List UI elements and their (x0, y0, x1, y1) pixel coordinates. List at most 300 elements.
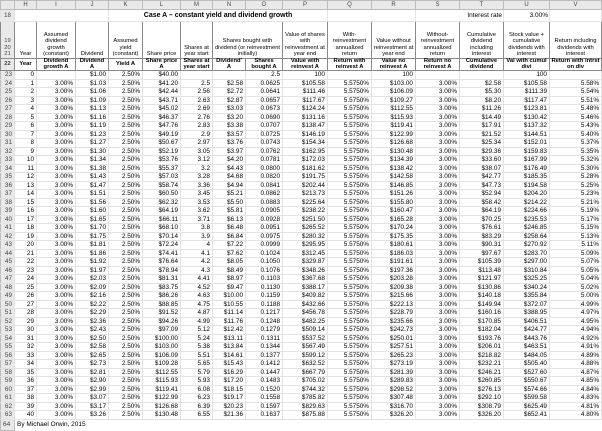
cell[interactable]: $115.93 (372, 113, 416, 122)
cell[interactable]: 5.5750% (328, 190, 372, 199)
cell[interactable]: 5.05% (550, 266, 602, 275)
row-number[interactable]: 18 (1, 10, 15, 22)
cell[interactable]: 0.1159 (246, 292, 283, 301)
cell[interactable]: $165.28 (372, 215, 416, 224)
cell[interactable]: 3.00% (37, 266, 76, 275)
cell[interactable]: $3.26 (76, 411, 109, 420)
cell[interactable]: 3.00% (37, 79, 76, 88)
cell[interactable]: 0.0762 (246, 147, 283, 156)
cell[interactable]: $52.19 (143, 147, 181, 156)
cell[interactable]: $424.77 (504, 326, 550, 335)
cell[interactable]: 0.1103 (246, 275, 283, 284)
cell[interactable]: $310.84 (504, 266, 550, 275)
cell[interactable]: 5.5750% (328, 317, 372, 326)
cell[interactable]: $49.19 (143, 130, 181, 139)
cell[interactable]: 4.81% (550, 402, 602, 411)
cell[interactable]: $574.66 (504, 385, 550, 394)
cell[interactable]: 5.5750% (328, 394, 372, 403)
cell[interactable]: 3.00% (37, 224, 76, 233)
cell[interactable]: 2.50% (109, 385, 143, 394)
cell[interactable]: 2.50% (109, 275, 143, 284)
cell[interactable]: 5.79 (181, 368, 213, 377)
cell[interactable]: $111.39 (504, 88, 550, 97)
cell[interactable]: 5.5750% (328, 147, 372, 156)
cell[interactable]: 4.87 (181, 309, 213, 318)
cell[interactable]: 3.00% (37, 326, 76, 335)
column-header[interactable]: Cumulative dividend including interest (460, 22, 504, 59)
cell[interactable]: 3.00% (416, 241, 460, 250)
cell[interactable]: 0.1217 (246, 309, 283, 318)
cell[interactable]: $258.64 (504, 232, 550, 241)
cell[interactable]: 2.50% (109, 173, 143, 182)
cell[interactable]: $652.41 (504, 411, 550, 420)
column-letter[interactable]: M (181, 1, 213, 10)
cell[interactable]: $329.87 (283, 258, 328, 267)
cell[interactable]: 4.63 (181, 292, 213, 301)
cell[interactable]: 5.5750% (328, 139, 372, 148)
cell[interactable] (328, 71, 372, 80)
cell[interactable]: 30 (15, 326, 37, 335)
cell[interactable]: 9 (15, 147, 37, 156)
cell[interactable]: $115.93 (143, 377, 181, 386)
cell[interactable]: 0.1279 (246, 326, 283, 335)
cell[interactable] (550, 71, 602, 80)
column-letter[interactable]: P (283, 1, 328, 10)
cell[interactable]: $14.49 (460, 113, 504, 122)
cell[interactable]: 3.00% (37, 368, 76, 377)
column-letter[interactable]: R (372, 1, 416, 10)
cell[interactable]: 3.00% (37, 139, 76, 148)
cell[interactable]: $109.28 (143, 360, 181, 369)
row-number[interactable]: 32 (1, 147, 15, 156)
cell[interactable]: $280.32 (283, 232, 328, 241)
column-letter[interactable]: N (213, 1, 246, 10)
cell[interactable]: 2.50% (109, 394, 143, 403)
column-letter[interactable]: H (15, 1, 37, 10)
cell[interactable]: $123.81 (504, 105, 550, 114)
cell[interactable]: $154.34 (283, 139, 328, 148)
cell[interactable]: 5.5750% (328, 402, 372, 411)
cell[interactable]: 5.5750% (328, 173, 372, 182)
cell[interactable]: $325.25 (504, 275, 550, 284)
cell[interactable]: $2.72 (213, 88, 246, 97)
cell[interactable]: 4.2 (181, 258, 213, 267)
cell[interactable]: 3.53 (181, 198, 213, 207)
cell[interactable]: 4.91% (550, 343, 602, 352)
cell[interactable]: 5.65 (181, 360, 213, 369)
cell[interactable]: $744.32 (283, 385, 328, 394)
cell[interactable]: 3.00% (37, 130, 76, 139)
cell[interactable]: $64.19 (460, 207, 504, 216)
cell[interactable]: 3.00% (416, 88, 460, 97)
cell[interactable]: 0.0862 (246, 190, 283, 199)
cell[interactable]: 5.5750% (328, 156, 372, 165)
cell[interactable]: 3.00% (416, 122, 460, 131)
cell[interactable]: 2.50% (109, 411, 143, 420)
cell[interactable]: $1.13 (76, 105, 109, 114)
cell[interactable] (181, 71, 213, 80)
row-number[interactable]: 43 (1, 241, 15, 250)
cell[interactable]: 4 (15, 105, 37, 114)
cell[interactable]: 3.00% (37, 249, 76, 258)
cell[interactable]: 0.1558 (246, 394, 283, 403)
cell[interactable]: 5.5750% (328, 258, 372, 267)
cell[interactable]: 3.9 (181, 232, 213, 241)
cell[interactable]: 5.5750% (328, 207, 372, 216)
cell[interactable]: 3.00% (37, 394, 76, 403)
cell[interactable]: $180.61 (372, 241, 416, 250)
column-header[interactable]: Value no reinvest A (372, 59, 416, 71)
row-number[interactable]: 47 (1, 275, 15, 284)
column-header[interactable]: Return no reinvest A (416, 59, 460, 71)
row-number[interactable]: 22 (1, 59, 15, 71)
cell[interactable]: 0.1412 (246, 360, 283, 369)
cell[interactable]: $1.34 (76, 156, 109, 165)
cell[interactable]: 0.1483 (246, 377, 283, 386)
cell[interactable]: $8.20 (460, 96, 504, 105)
cell[interactable]: 5.02% (550, 283, 602, 292)
cell[interactable]: 3.00% (416, 232, 460, 241)
cell[interactable]: 2.50% (109, 164, 143, 173)
cell[interactable]: 5.48% (550, 105, 602, 114)
cell[interactable]: $126.68 (143, 402, 181, 411)
cell[interactable]: $138.42 (372, 164, 416, 173)
cell[interactable]: 2.50% (109, 105, 143, 114)
cell[interactable]: $74.41 (143, 249, 181, 258)
cell[interactable]: $250.01 (372, 334, 416, 343)
cell[interactable]: 2.50% (109, 207, 143, 216)
cell[interactable]: 3.00% (37, 190, 76, 199)
cell[interactable]: $225.64 (283, 198, 328, 207)
cell[interactable] (37, 71, 76, 80)
cell[interactable]: 5.5750% (328, 385, 372, 394)
cell[interactable]: $289.83 (372, 377, 416, 386)
row-number[interactable]: 53 (1, 326, 15, 335)
cell[interactable]: $64.19 (143, 207, 181, 216)
cell[interactable]: 5.5750% (328, 411, 372, 420)
cell[interactable]: $21.36 (213, 411, 246, 420)
cell[interactable]: $15.43 (213, 360, 246, 369)
cell[interactable]: 5.58% (550, 79, 602, 88)
cell[interactable]: $2.03 (76, 275, 109, 284)
column-letter[interactable]: V (550, 1, 602, 10)
cell[interactable]: 2.50% (109, 147, 143, 156)
column-header[interactable]: Value without reinvestment at year end (372, 22, 416, 59)
cell[interactable]: $66.11 (143, 215, 181, 224)
cell[interactable]: 2.83 (181, 122, 213, 131)
cell[interactable]: 3.00% (37, 334, 76, 343)
cell[interactable]: $443.76 (504, 334, 550, 343)
cell[interactable]: 0.0781 (246, 156, 283, 165)
cell[interactable]: $1.86 (76, 249, 109, 258)
cell[interactable]: 5.37% (550, 139, 602, 148)
cell[interactable]: $130.48 (143, 411, 181, 420)
cell[interactable]: $235.53 (504, 215, 550, 224)
cell[interactable]: $348.26 (283, 266, 328, 275)
row-number[interactable]: 42 (1, 232, 15, 241)
cell[interactable]: 5.17% (550, 215, 602, 224)
cell[interactable]: 3.00% (37, 343, 76, 352)
cell[interactable]: 3.00% (416, 130, 460, 139)
cell[interactable]: 2.50% (109, 113, 143, 122)
cell[interactable]: 3.00% (416, 411, 460, 420)
column-letter[interactable]: U (504, 1, 550, 10)
cell[interactable]: $151.26 (372, 190, 416, 199)
cell[interactable]: 3.00% (37, 283, 76, 292)
cell[interactable]: 5.5750% (328, 130, 372, 139)
cell[interactable]: 3.00% (416, 360, 460, 369)
cell[interactable]: $197.36 (372, 266, 416, 275)
cell[interactable]: 3.00% (416, 164, 460, 173)
column-header[interactable]: With- reinvestment annualized return (328, 22, 372, 59)
cell[interactable]: $4.43 (213, 164, 246, 173)
cell[interactable]: $875.88 (283, 411, 328, 420)
cell[interactable]: 4.99% (550, 300, 602, 309)
cell[interactable]: 5.23% (550, 190, 602, 199)
cell[interactable]: 19 (15, 232, 37, 241)
cell[interactable]: 5.5750% (328, 241, 372, 250)
column-header[interactable]: Dividend A (76, 59, 109, 71)
cell[interactable]: 3.00% (416, 351, 460, 360)
cell[interactable]: 2.50% (109, 326, 143, 335)
cell[interactable]: 5.5750% (328, 232, 372, 241)
cell[interactable]: 2 (15, 88, 37, 97)
cell[interactable]: $105.58 (504, 79, 550, 88)
cell[interactable]: 0.1597 (246, 402, 283, 411)
cell[interactable]: 3.00% (416, 317, 460, 326)
cell[interactable]: 5.35% (550, 147, 602, 156)
cell[interactable]: 3.00% (416, 105, 460, 114)
cell[interactable]: 2.50% (109, 292, 143, 301)
cell[interactable]: 2.50% (109, 215, 143, 224)
cell[interactable]: 4.1 (181, 249, 213, 258)
cell[interactable]: 3.00% (416, 402, 460, 411)
cell[interactable]: $667.79 (283, 368, 328, 377)
cell[interactable]: 2.50% (109, 309, 143, 318)
cell[interactable]: $2.09 (76, 283, 109, 292)
row-number[interactable]: 64 (1, 419, 15, 430)
cell[interactable]: 2.69 (181, 105, 213, 114)
cell[interactable]: $367.68 (283, 275, 328, 284)
cell[interactable]: 3.8 (181, 224, 213, 233)
cell[interactable]: 36 (15, 377, 37, 386)
cell[interactable]: $388.17 (283, 283, 328, 292)
cell[interactable]: $3.17 (76, 402, 109, 411)
cell[interactable]: 2.50% (109, 88, 143, 97)
cell[interactable]: 24 (15, 275, 37, 284)
cell[interactable]: $6.84 (213, 232, 246, 241)
cell[interactable]: $276.13 (460, 385, 504, 394)
cell[interactable]: 5.24 (181, 334, 213, 343)
cell[interactable]: 3.00% (416, 309, 460, 318)
cell[interactable]: $228.79 (372, 309, 416, 318)
cell[interactable]: 5.54% (550, 88, 602, 97)
cell[interactable]: $215.66 (372, 292, 416, 301)
cell[interactable]: 17 (15, 215, 37, 224)
cell[interactable]: $175.35 (372, 232, 416, 241)
cell[interactable]: 3.00% (416, 326, 460, 335)
cell[interactable]: $194.58 (504, 181, 550, 190)
cell[interactable]: $1.65 (76, 215, 109, 224)
cell[interactable]: $3.57 (213, 130, 246, 139)
cell[interactable]: $140.18 (460, 292, 504, 301)
cell[interactable]: $105.39 (460, 258, 504, 267)
cell[interactable]: $1.92 (76, 258, 109, 267)
cell[interactable]: $137.32 (504, 122, 550, 131)
column-header[interactable]: Shares at year start (181, 22, 213, 59)
cell[interactable]: $170.24 (372, 224, 416, 233)
cell[interactable]: $292.10 (460, 394, 504, 403)
cell[interactable]: $1.38 (76, 164, 109, 173)
cell[interactable]: 2.50% (109, 402, 143, 411)
cell[interactable]: 3.00% (37, 215, 76, 224)
cell[interactable]: 4.89% (550, 351, 602, 360)
cell[interactable]: 5.5750% (328, 368, 372, 377)
cell[interactable]: 2.50% (109, 258, 143, 267)
cell[interactable]: 5.46% (550, 113, 602, 122)
cell[interactable]: 6.23 (181, 394, 213, 403)
cell[interactable] (460, 71, 504, 80)
cell[interactable]: $58.42 (460, 198, 504, 207)
cell[interactable]: 2.50% (109, 224, 143, 233)
row-number[interactable]: 48 (1, 283, 15, 292)
corner-cell[interactable] (1, 1, 15, 10)
cell[interactable]: $509.14 (283, 326, 328, 335)
cell[interactable]: 0.0883 (246, 198, 283, 207)
cell[interactable]: $632.52 (283, 360, 328, 369)
cell[interactable]: $19.17 (213, 394, 246, 403)
cell[interactable]: $4.68 (213, 173, 246, 182)
cell[interactable]: 3.00% (37, 292, 76, 301)
cell[interactable]: 2.50% (109, 139, 143, 148)
cell[interactable]: $160.47 (372, 207, 416, 216)
cell[interactable]: $130.42 (504, 113, 550, 122)
cell[interactable]: 5.5750% (328, 300, 372, 309)
cell[interactable]: $90.31 (460, 241, 504, 250)
cell[interactable]: 5.5750% (328, 377, 372, 386)
column-header[interactable]: Share price A (143, 59, 181, 71)
cell[interactable]: $106.09 (372, 88, 416, 97)
cell[interactable]: $18.15 (213, 385, 246, 394)
column-header[interactable]: Year (15, 59, 37, 71)
cell[interactable]: 0.0951 (246, 224, 283, 233)
cell[interactable]: $1.06 (76, 88, 109, 97)
cell[interactable]: $149.94 (460, 300, 504, 309)
cell[interactable]: 25 (15, 283, 37, 292)
cell[interactable]: $246.21 (460, 368, 504, 377)
column-letter[interactable]: I (37, 1, 76, 10)
cell[interactable]: $4.20 (213, 156, 246, 165)
cell[interactable]: $432.66 (283, 300, 328, 309)
cell[interactable]: $86.26 (143, 292, 181, 301)
row-number[interactable]: 51 (1, 309, 15, 318)
cell[interactable]: $283.70 (504, 249, 550, 258)
cell[interactable]: 5.5750% (328, 181, 372, 190)
column-header[interactable]: Dividend (76, 22, 109, 59)
cell[interactable]: $47.76 (143, 122, 181, 131)
cell[interactable]: $785.82 (283, 394, 328, 403)
cell[interactable]: $112.55 (143, 368, 181, 377)
cell[interactable]: $103.00 (143, 343, 181, 352)
cell[interactable]: 27 (15, 300, 37, 309)
cell[interactable]: $372.07 (504, 300, 550, 309)
cell[interactable]: 2.50% (109, 71, 143, 80)
cell[interactable]: $16.29 (213, 368, 246, 377)
cell[interactable]: 2.97 (181, 139, 213, 148)
cell[interactable]: 4.85% (550, 377, 602, 386)
cell[interactable]: 3.00% (37, 317, 76, 326)
cell[interactable]: 4.80% (550, 411, 602, 420)
row-number[interactable]: 52 (1, 317, 15, 326)
cell[interactable]: 2.50% (109, 249, 143, 258)
cell[interactable]: 2.50% (109, 198, 143, 207)
cell[interactable]: $550.67 (504, 377, 550, 386)
cell[interactable]: 5.04% (550, 275, 602, 284)
cell[interactable]: $2.73 (76, 360, 109, 369)
cell[interactable]: 0.0641 (246, 88, 283, 97)
column-header[interactable]: Val with cumul divi (504, 59, 550, 71)
cell[interactable]: $191.75 (283, 173, 328, 182)
cell[interactable]: 5.5750% (328, 334, 372, 343)
cell[interactable]: 0.0673 (246, 105, 283, 114)
column-letter[interactable]: O (246, 1, 283, 10)
column-header[interactable]: Assumed yield (constant) (109, 22, 143, 59)
cell[interactable]: 4.88% (550, 360, 602, 369)
cell[interactable]: 0.1344 (246, 343, 283, 352)
cell[interactable]: 0.0841 (246, 181, 283, 190)
cell[interactable]: $232.21 (460, 360, 504, 369)
row-number[interactable]: 58 (1, 368, 15, 377)
cell[interactable]: $55.37 (143, 164, 181, 173)
cell[interactable]: $10.55 (213, 300, 246, 309)
cell[interactable]: $138.47 (283, 122, 328, 131)
cell[interactable]: $4.94 (213, 181, 246, 190)
cell[interactable]: 5.13% (550, 232, 602, 241)
cell[interactable]: $112.55 (372, 105, 416, 114)
cell[interactable]: $7.22 (213, 241, 246, 250)
cell[interactable]: 15 (15, 198, 37, 207)
cell[interactable]: 3.00% (416, 266, 460, 275)
cell[interactable]: $193.76 (460, 334, 504, 343)
cell[interactable]: $10.00 (213, 292, 246, 301)
cell[interactable]: $5.81 (213, 207, 246, 216)
cell[interactable]: 2.50% (109, 360, 143, 369)
cell[interactable]: 3.00% (416, 79, 460, 88)
cell[interactable]: $1.09 (76, 96, 109, 105)
cell[interactable]: 3.00% (416, 96, 460, 105)
cell[interactable]: $1.60 (76, 207, 109, 216)
cell[interactable]: 16 (15, 207, 37, 216)
cell[interactable]: $2.90 (76, 377, 109, 386)
cell[interactable]: 3.00% (416, 156, 460, 165)
cell[interactable]: 2.50% (109, 241, 143, 250)
cell[interactable]: $2.43 (76, 326, 109, 335)
cell[interactable] (213, 71, 246, 80)
row-number[interactable]: 49 (1, 292, 15, 301)
cell[interactable]: 5.43% (550, 122, 602, 131)
cell[interactable]: $1.81 (76, 241, 109, 250)
cell[interactable]: $484.05 (504, 351, 550, 360)
cell[interactable]: 3.00% (37, 122, 76, 131)
cell[interactable]: 2.56 (181, 88, 213, 97)
cell[interactable]: 4.3 (181, 266, 213, 275)
cell[interactable]: $5.50 (213, 198, 246, 207)
column-header[interactable]: Return with reinvest A (328, 59, 372, 71)
cell[interactable]: 5.5750% (328, 164, 372, 173)
cell[interactable]: 0.1311 (246, 334, 283, 343)
cell[interactable]: $705.02 (283, 377, 328, 386)
cell[interactable]: 35 (15, 368, 37, 377)
